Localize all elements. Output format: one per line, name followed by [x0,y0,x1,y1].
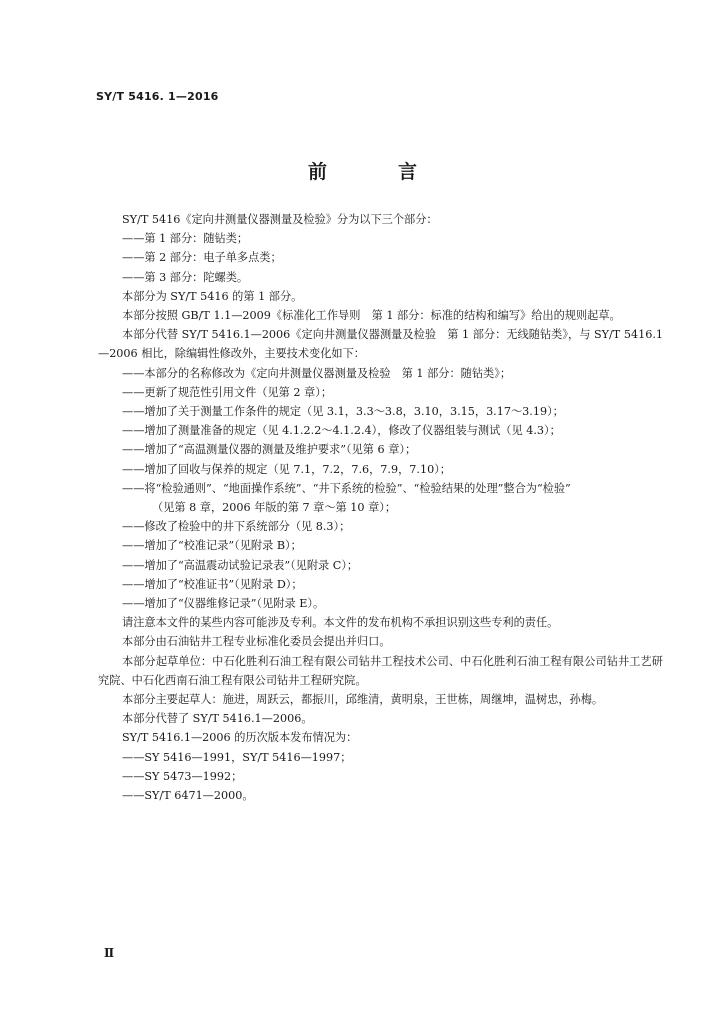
note-paragraph: 本部分起草单位：中石化胜利石油工程有限公司钻井工程技术公司、中石化胜利石油工程有限公司钻井工艺研究院、中石化西南石油工程有限公司钻井工程研究院。 [98,654,663,687]
page-number: Ⅱ [104,946,115,960]
standard-code: SY/T 5416. 1—2016 [96,90,219,103]
change-item: ——本部分的名称修改为《定向井测量仪器测量及检验 第 1 部分：随钻类》； [122,366,512,380]
history-item: ——SY 5416—1991，SY/T 5416—1997； [122,750,352,764]
change-item: ——修改了检验中的井下系统部分（见 8.3）； [122,520,351,534]
change-item: ——增加了回收与保养的规定（见 7.1，7.2，7.6，7.9，7.10）； [122,462,451,476]
part-list-item: ——第 1 部分：随钻类； [122,232,249,246]
note-paragraph: 本部分主要起草人：施进，周跃云，都振川，邱维清，黄明泉，王世栋，周继坤，温树忠，孙梅。 [122,693,604,707]
change-item: ——更新了规范性引用文件（见第 2 章）； [122,385,333,399]
note-paragraph: 请注意本文件的某些内容可能涉及专利。本文件的发布机构不承担识别这些专利的责任。 [122,616,559,630]
change-item: ——将“检验通则”、“地面操作系统”、“井下系统的检验”、“检验结果的处理”整合为“检验” [122,481,571,495]
part-list-item: ——第 3 部分：陀螺类。 [122,270,249,284]
page-title: 前 言 [307,161,443,183]
note-paragraph: 本部分由石油钻井工程专业标准化委员会提出并归口。 [122,635,391,649]
document-body [98,210,663,805]
change-item: ——增加了“高温震动试验记录表”（见附录 C）； [122,558,359,572]
intro-paragraph: SY/T 5416《定向井测量仪器测量及检验》分为以下三个部分： [122,213,438,226]
change-item: ——增加了“校准证书”（见附录 D）； [122,577,303,591]
intro-paragraph: 本部分按照 GB/T 1.1—2009《标准化工作导则 第 1 部分：标准的结构和编写》给出的规则起草。 [122,309,621,323]
intro-paragraph: 本部分为 SY/T 5416 的第 1 部分。 [122,289,303,303]
history-item: ——SY/T 6471—2000。 [122,789,254,803]
change-item: ——增加了“校准记录”（见附录 B）； [122,539,302,553]
part-list-item: ——第 2 部分：电子单多点类； [122,251,282,265]
note-paragraph: 本部分代替了 SY/T 5416.1—2006。 [122,712,313,726]
change-item: ——增加了“高温测量仪器的测量及维护要求”（见第 6 章）； [122,443,417,457]
intro-paragraph: 本部分代替 SY/T 5416.1—2006《定向井测量仪器测量及检验 第 1 部分：无线随钻类》，与 SY/T 5416.1—2006 相比，除编辑性修改外，主要技术变化如下： [98,328,663,361]
change-item-continuation: （见第 8 章，2006 年版的第 7 章～第 10 章）； [152,501,397,515]
change-item: ——增加了测量准备的规定（见 4.1.2.2～4.1.2.4），修改了仪器组装与测试（见 4.3）； [122,424,561,438]
history-item: ——SY 5473—1992； [122,769,243,783]
change-item: ——增加了“仪器维修记录”（见附录 E）。 [122,597,325,611]
change-item: ——增加了关于测量工作条件的规定（见 3.1，3.3～3.8，3.10，3.15，3.17～3.19）； [122,405,564,419]
note-paragraph: SY/T 5416.1—2006 的历次版本发布情况为： [122,731,358,745]
